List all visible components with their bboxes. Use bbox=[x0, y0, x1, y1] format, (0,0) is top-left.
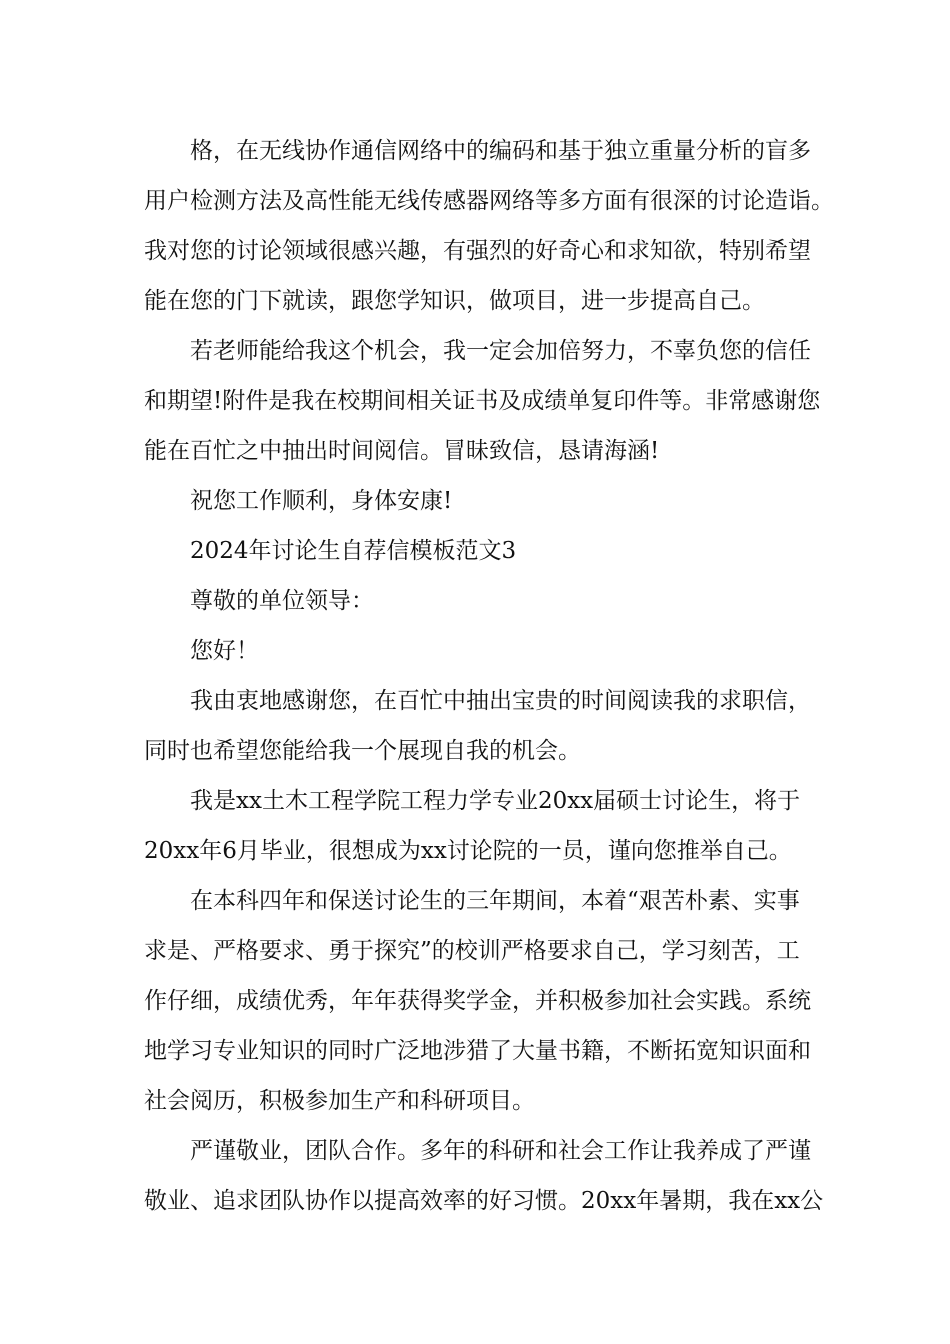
paragraph-line: 我由衷地感谢您，在百忙中抽出宝贵的时间阅读我的求职信， bbox=[190, 688, 811, 714]
document-body bbox=[144, 126, 834, 1226]
paragraph-line: 在本科四年和保送讨论生的三年期间，本着“艰苦朴素、实事 bbox=[190, 888, 800, 914]
paragraph-line: 同时也希望您能给我一个展现自我的机会。 bbox=[144, 738, 581, 764]
paragraph-line: 社会阅历，积极参加生产和科研项目。 bbox=[144, 1088, 535, 1114]
paragraph-line: 格，在无线协作通信网络中的编码和基于独立重量分析的盲多 bbox=[190, 138, 811, 164]
paragraph-line: 敬业、追求团队协作以提高效率的好习惯。20xx年暑期，我在xx公 bbox=[144, 1188, 824, 1214]
salutation: 尊敬的单位领导： bbox=[190, 588, 374, 614]
paragraph-line: 严谨敬业，团队合作。多年的科研和社会工作让我养成了严谨 bbox=[190, 1138, 811, 1164]
paragraph-line: 能在百忙之中抽出时间阅信。冒昧致信，恳请海涵! bbox=[144, 438, 660, 464]
paragraph-line: 和期望!附件是我在校期间相关证书及成绩单复印件等。非常感谢您 bbox=[144, 388, 821, 414]
greeting: 您好！ bbox=[190, 638, 259, 664]
paragraph-line: 作仔细，成绩优秀，年年获得奖学金，并积极参加社会实践。系统 bbox=[144, 988, 811, 1014]
paragraph-line: 若老师能给我这个机会，我一定会加倍努力，不辜负您的信任 bbox=[190, 338, 811, 364]
closing-wish: 祝您工作顺利，身体安康! bbox=[190, 488, 453, 514]
section-title: 2024年讨论生自荐信模板范文3 bbox=[190, 538, 517, 564]
paragraph-line: 我对您的讨论领域很感兴趣，有强烈的好奇心和求知欲，特别希望 bbox=[144, 238, 811, 264]
paragraph-line: 能在您的门下就读，跟您学知识，做项目，进一步提高自己。 bbox=[144, 288, 765, 314]
paragraph-line: 20xx年6月毕业，很想成为xx讨论院的一员，谨向您推举自己。 bbox=[144, 838, 792, 864]
paragraph-line: 我是xx土木工程学院工程力学专业20xx届硕士讨论生，将于 bbox=[190, 788, 801, 814]
paragraph-line: 地学习专业知识的同时广泛地涉猎了大量书籍，不断拓宽知识面和 bbox=[144, 1038, 811, 1064]
paragraph-line: 求是、严格要求、勇于探究”的校训严格要求自己，学习刻苦，工 bbox=[144, 938, 800, 964]
paragraph-line: 用户检测方法及高性能无线传感器网络等多方面有很深的讨论造诣。 bbox=[144, 188, 834, 214]
